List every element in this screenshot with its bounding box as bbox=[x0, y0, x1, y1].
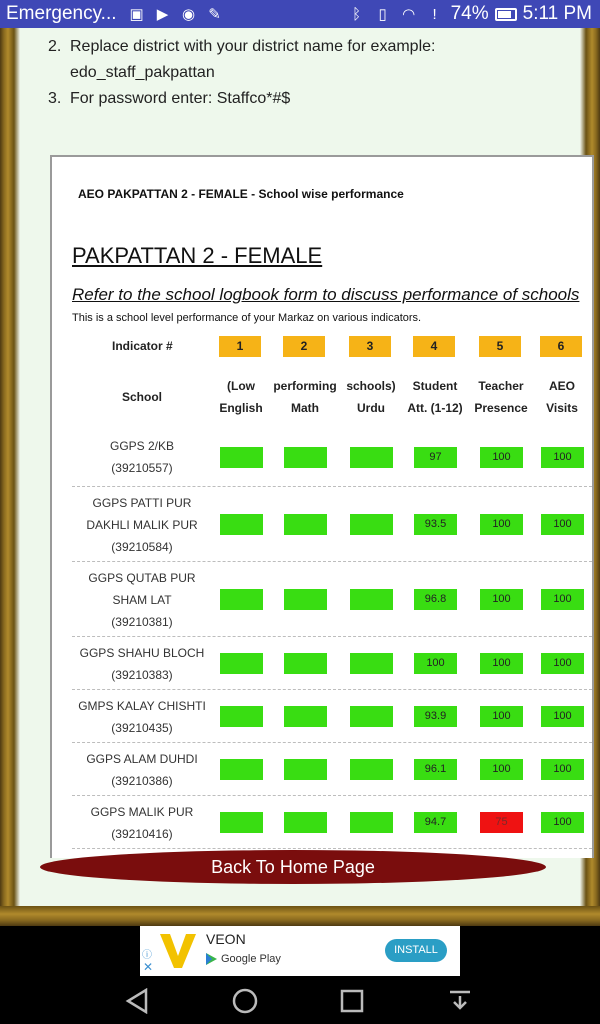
indicator-cell: 93.9 bbox=[414, 706, 457, 727]
indicator-number: 6 bbox=[540, 336, 582, 357]
indicator-cell bbox=[284, 759, 327, 780]
school-name bbox=[72, 492, 212, 558]
school-name-line: (39210416) bbox=[111, 826, 173, 841]
indicator-cell bbox=[220, 706, 263, 727]
column-header-line: (Low bbox=[227, 379, 255, 393]
table-row bbox=[72, 690, 592, 743]
indicator-number: 4 bbox=[413, 336, 455, 357]
alert-icon: ! bbox=[432, 5, 437, 23]
column-header-line: Student bbox=[412, 379, 458, 393]
indicator-cell: 100 bbox=[480, 759, 523, 780]
indicator-number: 1 bbox=[219, 336, 261, 357]
notification-pull-icon[interactable] bbox=[446, 988, 474, 1014]
table-row bbox=[72, 743, 592, 796]
indicator-cell bbox=[284, 447, 327, 468]
table-row bbox=[72, 427, 592, 487]
clock: 5:11 PM bbox=[522, 3, 592, 24]
school-name-line: GGPS PATTI PUR bbox=[92, 495, 192, 510]
instruction-text: edo_staff_pakpattan bbox=[70, 64, 215, 81]
school-name-line: (39210557) bbox=[111, 461, 173, 475]
school-name-line: DAKHLI MALIK PUR bbox=[86, 517, 198, 532]
indicator-cell: 100 bbox=[541, 812, 584, 833]
school-name-line: GGPS 2/KB bbox=[109, 439, 175, 453]
school-name bbox=[72, 567, 212, 633]
refer-link[interactable]: Refer to the school logbook form to discuss performance of schools bbox=[72, 285, 580, 304]
image-icon: ▣ bbox=[129, 6, 144, 23]
indicator-cell bbox=[350, 589, 393, 610]
column-header-line: Visits bbox=[546, 401, 578, 415]
column-header-line: schools) bbox=[346, 379, 396, 393]
column-header-line: Att. (1-12) bbox=[407, 401, 463, 415]
column-header-line: Urdu bbox=[357, 401, 385, 415]
instruction-text: For password enter: Staffco*#$ bbox=[70, 90, 291, 107]
home-icon[interactable] bbox=[231, 988, 259, 1014]
indicator-cell: 75 bbox=[480, 812, 523, 833]
battery-level: 74% bbox=[450, 3, 489, 24]
column-header bbox=[270, 375, 340, 419]
indicator-cell: 96.1 bbox=[414, 759, 457, 780]
school-name-line: (39210383) bbox=[111, 667, 173, 682]
wrench-icon: ✎ bbox=[208, 6, 221, 23]
indicator-cell: 100 bbox=[480, 447, 523, 468]
indicator-cell: 100 bbox=[414, 653, 457, 674]
nav-bar bbox=[0, 976, 600, 1024]
indicator-cell: 94.7 bbox=[414, 812, 457, 833]
indicator-label: Indicator # bbox=[112, 339, 173, 353]
main-content bbox=[20, 28, 580, 906]
school-name-line: (39210584) bbox=[111, 539, 173, 554]
install-button[interactable]: INSTALL bbox=[385, 939, 447, 962]
school-name bbox=[72, 435, 212, 479]
indicator-number: 5 bbox=[479, 336, 521, 357]
indicator-cell bbox=[220, 759, 263, 780]
indicator-cell bbox=[220, 589, 263, 610]
school-name-line: GGPS ALAM DUHDI bbox=[86, 751, 198, 766]
back-icon[interactable] bbox=[124, 988, 152, 1014]
column-header bbox=[336, 375, 406, 419]
info-icon[interactable]: ⓘ bbox=[142, 950, 152, 961]
school-name-line: (39210381) bbox=[111, 614, 173, 629]
school-name-line: (39210386) bbox=[111, 773, 173, 788]
column-header-line: Math bbox=[291, 401, 319, 415]
indicator-cell bbox=[350, 706, 393, 727]
school-name bbox=[72, 695, 212, 739]
indicator-cell bbox=[284, 589, 327, 610]
indicator-cell: 100 bbox=[541, 514, 584, 535]
battery-icon bbox=[495, 8, 517, 21]
indicator-cell bbox=[350, 447, 393, 468]
indicator-number: 2 bbox=[283, 336, 325, 357]
table-row bbox=[72, 562, 592, 637]
indicator-cell: 100 bbox=[480, 706, 523, 727]
school-name-line: GGPS MALIK PUR bbox=[90, 804, 194, 819]
indicator-cell: 97 bbox=[414, 447, 457, 468]
report-subheading: AEO PAKPATTAN 2 - FEMALE - School wise performance bbox=[78, 187, 404, 201]
indicator-cell: 100 bbox=[541, 759, 584, 780]
school-name bbox=[72, 801, 212, 845]
school-name bbox=[72, 642, 212, 686]
indicator-cell: 100 bbox=[480, 589, 523, 610]
column-header-line: English bbox=[219, 401, 263, 415]
school-name-line: GGPS QUTAB PUR bbox=[88, 570, 196, 585]
table-row bbox=[72, 796, 592, 849]
school-name-line: GGPS SHAHU BLOCH bbox=[79, 645, 205, 660]
close-icon[interactable]: ✕ bbox=[143, 960, 154, 974]
google-play-icon bbox=[206, 953, 217, 965]
indicator-cell bbox=[220, 447, 263, 468]
column-header-line: performing bbox=[273, 379, 337, 393]
indicator-cell bbox=[284, 812, 327, 833]
indicator-cell bbox=[350, 653, 393, 674]
indicator-cell bbox=[220, 812, 263, 833]
instruction-number: 2. bbox=[48, 38, 62, 55]
indicator-cell: 100 bbox=[541, 653, 584, 674]
table-row bbox=[72, 637, 592, 690]
table-row bbox=[72, 487, 592, 562]
google-play-label bbox=[206, 953, 281, 965]
frame-bottom bbox=[0, 906, 600, 926]
camera-icon: ◉ bbox=[181, 6, 196, 23]
indicator-cell bbox=[220, 653, 263, 674]
indicator-cell bbox=[350, 812, 393, 833]
veon-logo-icon bbox=[160, 934, 196, 968]
back-home-button[interactable]: Back To Home Page bbox=[40, 850, 546, 884]
indicator-cell: 100 bbox=[480, 653, 523, 674]
notification-title: Emergency... bbox=[6, 3, 117, 24]
store-name: Google Play bbox=[221, 953, 281, 965]
column-header bbox=[527, 375, 594, 419]
indicator-cell: 100 bbox=[541, 447, 584, 468]
school-name-line: SHAM LAT bbox=[112, 592, 172, 607]
recents-icon[interactable] bbox=[338, 988, 366, 1014]
bluetooth-icon: ᛒ bbox=[352, 5, 362, 23]
instruction-number: 3. bbox=[48, 90, 62, 107]
indicator-cell: 100 bbox=[480, 514, 523, 535]
vibrate-icon: ▯ bbox=[378, 6, 387, 23]
column-header bbox=[206, 375, 276, 419]
school-name-line: GMPS KALAY CHISHTI bbox=[78, 698, 206, 713]
report-title: PAKPATTAN 2 - FEMALE bbox=[72, 243, 323, 268]
indicator-cell bbox=[220, 514, 263, 535]
report-panel[interactable] bbox=[50, 155, 594, 858]
indicator-cell bbox=[350, 514, 393, 535]
indicator-cell bbox=[284, 514, 327, 535]
indicator-cell bbox=[284, 706, 327, 727]
indicator-cell bbox=[284, 653, 327, 674]
school-name-line: (39210435) bbox=[111, 720, 173, 735]
column-header bbox=[466, 375, 536, 419]
column-header-line: Presence bbox=[474, 401, 528, 415]
instruction-text: Replace district with your district name for example: bbox=[70, 38, 436, 55]
indicator-cell: 100 bbox=[541, 589, 584, 610]
indicator-cell: 100 bbox=[541, 706, 584, 727]
column-header-line: AEO bbox=[548, 379, 575, 393]
wifi-icon: ◠ bbox=[402, 6, 416, 23]
indicator-cell bbox=[350, 759, 393, 780]
school-name bbox=[72, 748, 212, 792]
indicator-cell: 96.8 bbox=[414, 589, 457, 610]
report-description: This is a school level performance of your Markaz on various indicators. bbox=[72, 312, 422, 324]
ad-app-name: VEON bbox=[206, 931, 246, 947]
ad-banner[interactable] bbox=[140, 926, 460, 976]
status-bar bbox=[0, 0, 600, 28]
indicator-cell: 93.5 bbox=[414, 514, 457, 535]
play-icon: ▶ bbox=[156, 6, 169, 23]
column-header-line: Teacher bbox=[478, 379, 524, 393]
school-column-header: School bbox=[121, 390, 162, 404]
indicator-number: 3 bbox=[349, 336, 391, 357]
column-header bbox=[400, 375, 470, 419]
